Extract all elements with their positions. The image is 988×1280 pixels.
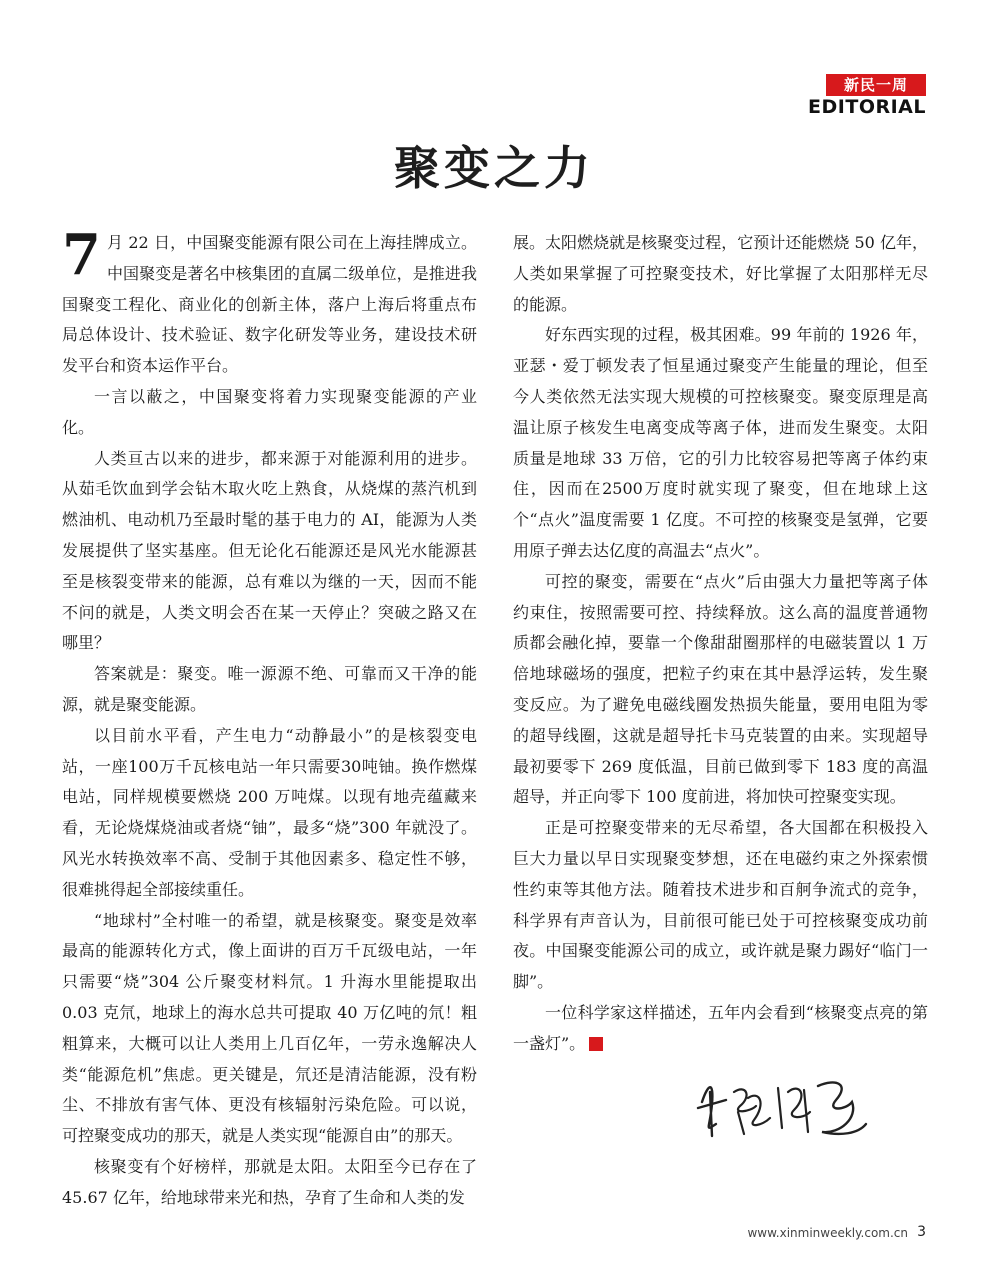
article-paragraph: 答案就是：聚变。唯一源源不绝、可靠而又干净的能源，就是聚变能源。 bbox=[62, 664, 477, 714]
paragraph-text: 月 22 日，中国聚变能源有限公司在上海挂牌成立。中国聚变是著名中核集团的直属二级单位，是推进我国聚变工程化、商业化的创新主体，落户上海后将重点布局总体设计、技术验证、数字化研发等业务，建设技术研发平台和资本运作平台。 bbox=[62, 233, 477, 376]
brand-badge: 新民一周 bbox=[826, 74, 926, 96]
end-mark-icon: 民 bbox=[589, 1037, 603, 1051]
section-label: EDITORIAL bbox=[808, 96, 926, 118]
page-title: 聚变之力 bbox=[394, 141, 594, 195]
article-paragraph: 好东西实现的过程，极其困难。99 年前的 1926 年，亚瑟・爱丁顿发表了恒星通过聚变产生能量的理论，但至今人类依然无法实现大规模的可控核聚变。聚变原理是高温让原子核发生电离变成等离子体，进而发生聚变。太阳质量是地球 33 万倍，它的引力比较容易把等离子体约束住，因而在2500万度时就实现了聚变，但在地球上这个“点火”温度需要 1 亿度。不可控的核聚变是氢弹，它要用原子弹去达亿度的高温去“点火”。 bbox=[513, 325, 928, 560]
author-signature bbox=[690, 1062, 870, 1142]
article-paragraph: 展。太阳燃烧就是核聚变过程，它预计还能燃烧 50 亿年，人类如果掌握了可控聚变技术，好比掌握了太阳那样无尽的能源。 bbox=[513, 233, 928, 314]
article-column-left bbox=[62, 222, 477, 1214]
article-paragraph: 核聚变有个好榜样，那就是太阳。太阳至今已存在了 45.67 亿年，给地球带来光和热，孕育了生命和人类的发 bbox=[62, 1156, 477, 1207]
page-number: 3 bbox=[917, 1224, 926, 1240]
article-paragraph: 可控的聚变，需要在“点火”后由强大力量把等离子体约束住，按照需要可控、持续释放。这么高的温度普通物质都会融化掉，要靠一个像甜甜圈那样的电磁装置以 1 万倍地球磁场的强度，把粒子约束在其中悬浮运转，发生聚变反应。为了避免电磁线圈发热损失能量，要用电阻为零的超导线圈，这就是超导托卡马克装置的由来。实现超导最初要零下 269 度低温，目前已做到零下 183 度的高温超导，并正向零下 100 度前进，将加快可控聚变实现。 bbox=[513, 571, 928, 807]
article-column-right bbox=[513, 228, 928, 1060]
article-paragraph bbox=[513, 998, 928, 1060]
article-paragraph: 人类亘古以来的进步，都来源于对能源利用的进步。从茹毛饮血到学会钻木取火吃上熟食，从烧煤的蒸汽机到燃油机、电动机乃至最时髦的基于电力的 AI，能源为人类发展提供了坚实基座。但无论化石能源还是风光水能源甚至是核裂变带来的能源，总有难以为继的一天，因而不能不问的就是，人类文明会否在某一天停止？突破之路又在哪里？ bbox=[62, 448, 477, 653]
article-paragraph: 正是可控聚变带来的无尽希望，各大国都在积极投入巨大力量以早日实现聚变梦想，还在电磁约束之外探索惯性约束等其他方法。随着技术进步和百舸争流式的竞争，科学界有声音认为，目前很可能已处于可控核聚变成功前夜。中国聚变能源公司的成立，或许就是聚力踢好“临门一脚”。 bbox=[513, 818, 928, 992]
article-paragraph: 一言以蔽之，中国聚变将着力实现聚变能源的产业化。 bbox=[62, 386, 477, 437]
article-paragraph: “地球村”全村唯一的希望，就是核聚变。聚变是效率最高的能源转化方式，像上面讲的百万千瓦级电站，一年只需要“烧”304 公斤聚变材料氘。1 升海水里能提取出 0.03 克氘，地球上的海水总共可提取 40 万亿吨的氘！粗粗算来，大概可以让人类用上几百亿年，一劳永逸解决人类“能源危机”焦虑。更关键是，氘还是清洁能源，没有粉尘、不排放有害气体、更没有核辐射污染危险。可以说，可控聚变成功的那天，就是人类实现“能源自由”的那天。 bbox=[62, 910, 477, 1146]
article-paragraph: 以目前水平看，产生电力“动静最小”的是核裂变电站，一座100万千瓦核电站一年只需要30吨铀。换作燃煤电站，同样规模要燃烧 200 万吨煤。以现有地壳蕴藏来看，无论烧煤烧油或者烧“铀”，最多“烧”300 年就没了。风光水转换效率不高、受制于其他因素多、稳定性不够，很难挑得起全部接续重任。 bbox=[62, 725, 477, 899]
article-paragraph bbox=[62, 222, 477, 382]
drop-cap: 7 bbox=[62, 222, 101, 288]
paragraph-text: 一位科学家这样描述，五年内会看到“核聚变点亮的第一盏灯”。 bbox=[513, 1002, 928, 1053]
footer-url: www.xinminweekly.com.cn bbox=[747, 1226, 908, 1240]
